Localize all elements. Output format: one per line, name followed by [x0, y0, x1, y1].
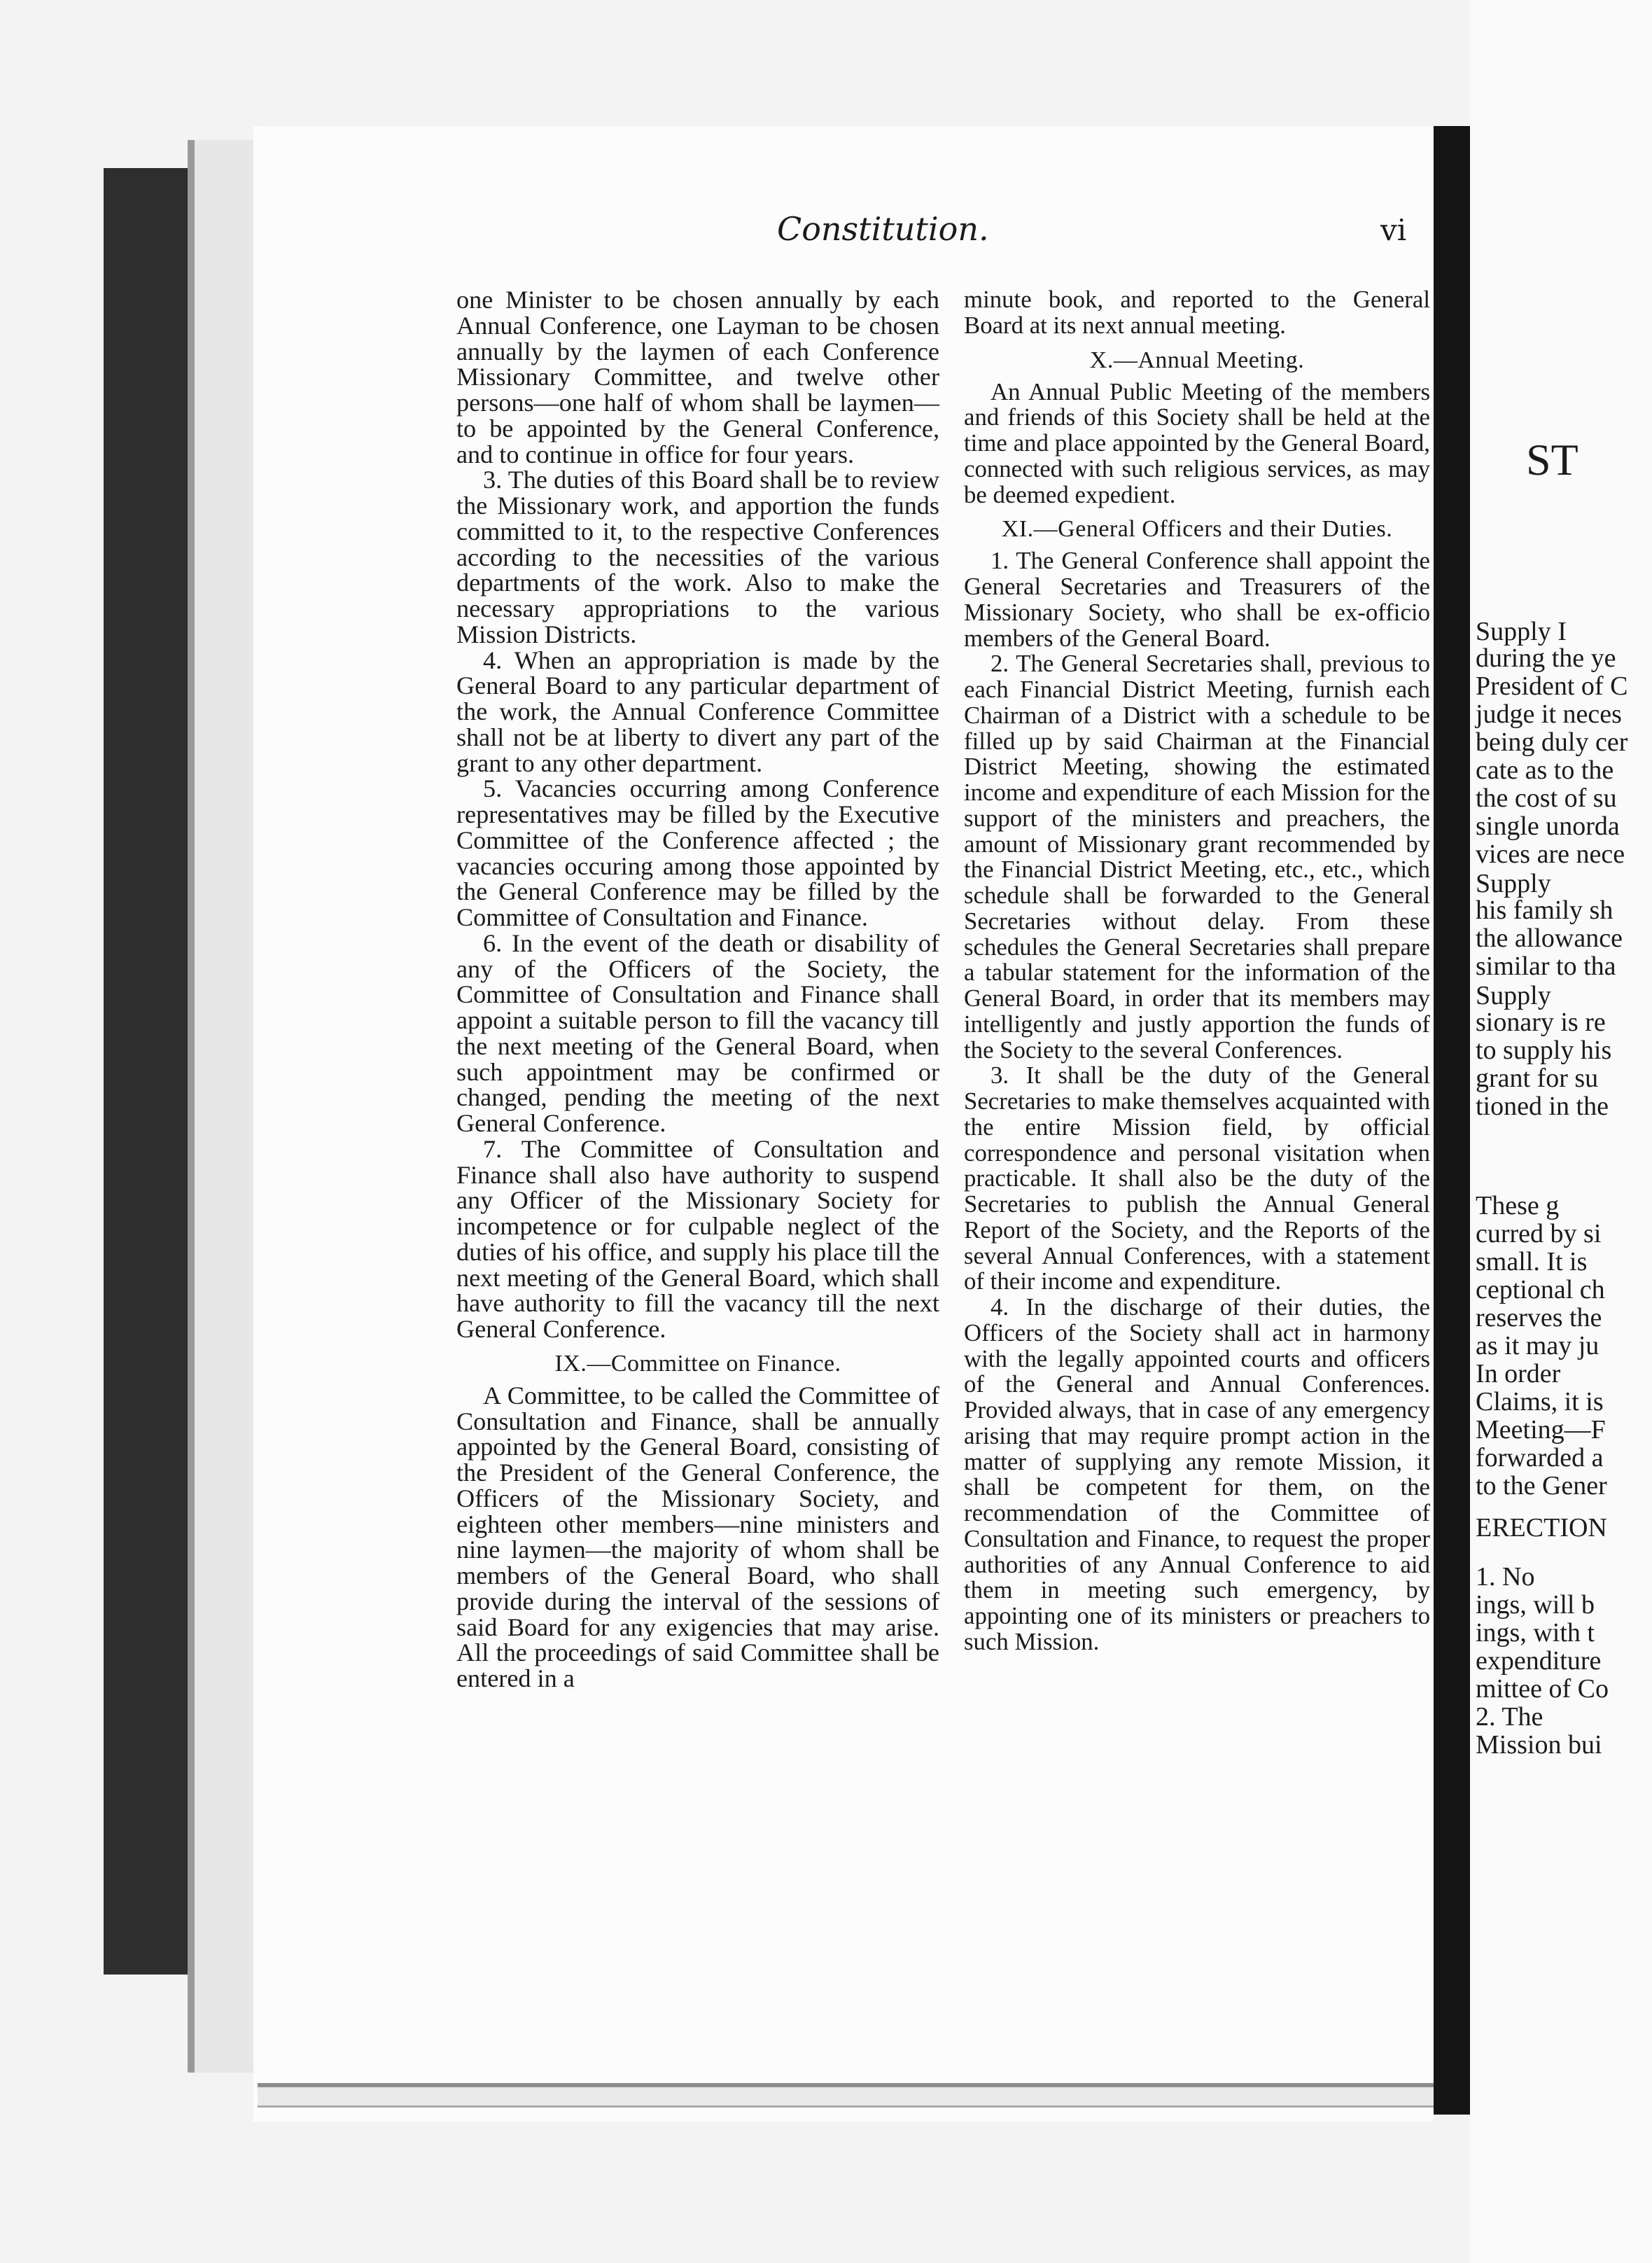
- facing-page-fragment: grant for su: [1476, 1064, 1599, 1093]
- facing-page-fragment: vices are nece: [1476, 840, 1625, 869]
- facing-page: [1470, 0, 1652, 2263]
- facing-page-fragment: In order: [1476, 1359, 1561, 1388]
- paragraph: 4. In the discharge of their duties, the Officers of the Society shall act in harmony with the legally appointed courts and officers of the General and Annual Conferences. Provided always, that in case of any emergency arising that may require prompt action in the matter of supplying any remote Mission, it shall be competent for them, on the recommendation of the Committee of Consultation and Finance, to request the proper authorities of any Annual Conference to aid them in meeting such emergency, by appointing one of its ministers or preachers to such Mission.: [964, 1293, 1430, 1655]
- paragraph: 6. In the event of the death or disability of any of the Officers of the Society, the Committee of Consultation and Finance shall appoint a suitable person to fill the vacancy till the next meeting of the General Board, when such appointment may be confirmed or changed, pending the meeting of the next General Conference.: [456, 928, 939, 1137]
- facing-page-fragment: his family sh: [1476, 896, 1614, 925]
- facing-page-fragment: the cost of su: [1476, 784, 1617, 813]
- facing-page-fragment: Meeting—F: [1476, 1415, 1606, 1444]
- facing-page-fragment: ceptional ch: [1476, 1275, 1605, 1304]
- facing-page-fragment: Supply: [1476, 869, 1551, 898]
- facing-page-fragment: mittee of Co: [1476, 1674, 1609, 1704]
- facing-page-fragment: Supply: [1476, 981, 1551, 1010]
- facing-page-fragment: expenditure: [1476, 1646, 1602, 1676]
- page-edges: [188, 140, 260, 2073]
- section-heading: XI.—General Officers and their Duties.: [1001, 516, 1393, 543]
- gutter-shadow: [1434, 126, 1470, 2115]
- right-text-column: [964, 287, 1430, 1655]
- book-spine: [104, 168, 188, 1975]
- facing-page-fragment: ings, with t: [1476, 1618, 1595, 1648]
- facing-page-fragment: to supply his: [1476, 1036, 1612, 1065]
- facing-page-fragment: to the Gener: [1476, 1471, 1607, 1500]
- facing-page-fragment: curred by si: [1476, 1219, 1602, 1248]
- facing-page-fragment: ings, will b: [1476, 1590, 1595, 1620]
- paragraph: A Committee, to be called the Committee of Consultation and Finance, shall be annually appointed by the General Board, consisting of the President of the General Conference, the Officers of the Missionary Society, and eighteen other members—nine ministers and nine laymen—the majority of whom shall be members of the General Board, who shall provide during the interval of the sessions of said Board for any exigencies that may arise. All the proceedings of said Committee shall be entered in a: [456, 1381, 939, 1692]
- facing-page-fragment: reserves the: [1476, 1303, 1602, 1332]
- facing-page-fragment: forwarded a: [1476, 1443, 1604, 1472]
- facing-page-fragment: the allowance: [1476, 924, 1623, 953]
- paragraph: 3. The duties of this Board shall be to review the Missionary work, and apportion the funds committed to it, to the respective Conferences according to the necessities of the various departments of the work. Also to make the necessary appropriations to the various Mission Districts.: [456, 466, 939, 648]
- running-header-title: Constitution.: [777, 210, 989, 248]
- facing-page-fragment: These g: [1476, 1191, 1560, 1220]
- facing-page-fragment: ST: [1526, 435, 1578, 485]
- facing-page-fragment: similar to tha: [1476, 952, 1616, 981]
- paragraph: 7. The Committee of Consultation and Finance shall also have authority to suspend any Officer of the Missionary Society for incompetence or for culpable neglect of the duties of his office, and supply his place till the next meeting of the General Board, which shall have authority to fill the vacancy till the next General Conference.: [456, 1134, 939, 1343]
- facing-page-fragment: during the ye: [1476, 643, 1616, 673]
- facing-page-fragment: Supply I: [1476, 617, 1567, 646]
- paragraph: minute book, and reported to the General Board at its next annual meeting.: [964, 286, 1430, 339]
- facing-page-fragment: 2. The: [1476, 1702, 1544, 1732]
- facing-page-fragment: ERECTION: [1476, 1513, 1607, 1543]
- facing-page-fragment: cate as to the: [1476, 756, 1614, 785]
- facing-page-fragment: small. It is: [1476, 1247, 1588, 1276]
- facing-page-fragment: Claims, it is: [1476, 1387, 1604, 1416]
- facing-page-fragment: President of C: [1476, 671, 1628, 701]
- page-bottom-edge: [258, 2083, 1434, 2108]
- paragraph: An Annual Public Meeting of the members and friends of this Society shall be held at the time and place appointed by the General Board, connected with such religious services, as may be deemed expedient.: [964, 377, 1430, 508]
- facing-page-fragment: sionary is re: [1476, 1008, 1606, 1037]
- paragraph: 2. The General Secretaries shall, previous to each Financial District Meeting, furnish each Chairman of a District with a schedule to be filled up by said Chairman at the Financial District Meeting, showing the estimated income and expenditure of each Mission for the support of the ministers and preachers, the amount of Missionary grant recommended by the Financial District Meeting, etc., etc., which schedule shall be forwarded to the General Secretaries without delay. From these schedules the General Secretaries shall prepare a tabular statement for the information of the General Board, in order that its members may intelligently and justly apportion the funds of the Society to the several Conferences.: [964, 650, 1430, 1064]
- paragraph: 1. The General Conference shall appoint the General Secretaries and Treasurers of the Missionary Society, who shall be ex-officio members of the General Board.: [964, 547, 1430, 652]
- section-heading: IX.—Committee on Finance.: [554, 1350, 841, 1377]
- facing-page-fragment: as it may ju: [1476, 1331, 1600, 1360]
- facing-page-fragment: tioned in the: [1476, 1092, 1609, 1121]
- paragraph: one Minister to be chosen annually by each Annual Conference, one Layman to be chosen annually by the laymen of each Conference Missionary Committee, and twelve other persons—one half of whom shall be laymen—to be appointed by the General Conference, and to continue in office for four years.: [456, 286, 939, 468]
- left-text-column: [456, 287, 939, 1692]
- facing-page-fragment: single unorda: [1476, 812, 1620, 841]
- paragraph: 4. When an appropriation is made by the General Board to any particular department of the work, the Annual Conference Committee shall not be at liberty to divert any part of the grant to any other department.: [456, 646, 939, 777]
- facing-page-fragment: 1. No: [1476, 1562, 1535, 1592]
- facing-page-fragment: Mission bui: [1476, 1730, 1602, 1760]
- page-number: vi: [1380, 213, 1407, 247]
- facing-page-fragment: being duly cer: [1476, 727, 1628, 757]
- paragraph: 5. Vacancies occurring among Conference representatives may be filled by the Executive Committee of the Conference affected ; the vacancies occuring among those appointed by the General Conference may be filled by the Committee of Consultation and Finance.: [456, 774, 939, 931]
- facing-page-fragment: judge it neces: [1476, 699, 1622, 729]
- section-heading: X.—Annual Meeting.: [1089, 347, 1305, 373]
- paragraph: 3. It shall be the duty of the General Secretaries to make themselves acquainted with the entire Mission field, by official correspondence and personal visitation when practicable. It shall also be the duty of the Secretaries to publish the Annual General Report of the Society, and the Reports of the several Annual Conferences, with a statement of their income and expenditure.: [964, 1061, 1430, 1295]
